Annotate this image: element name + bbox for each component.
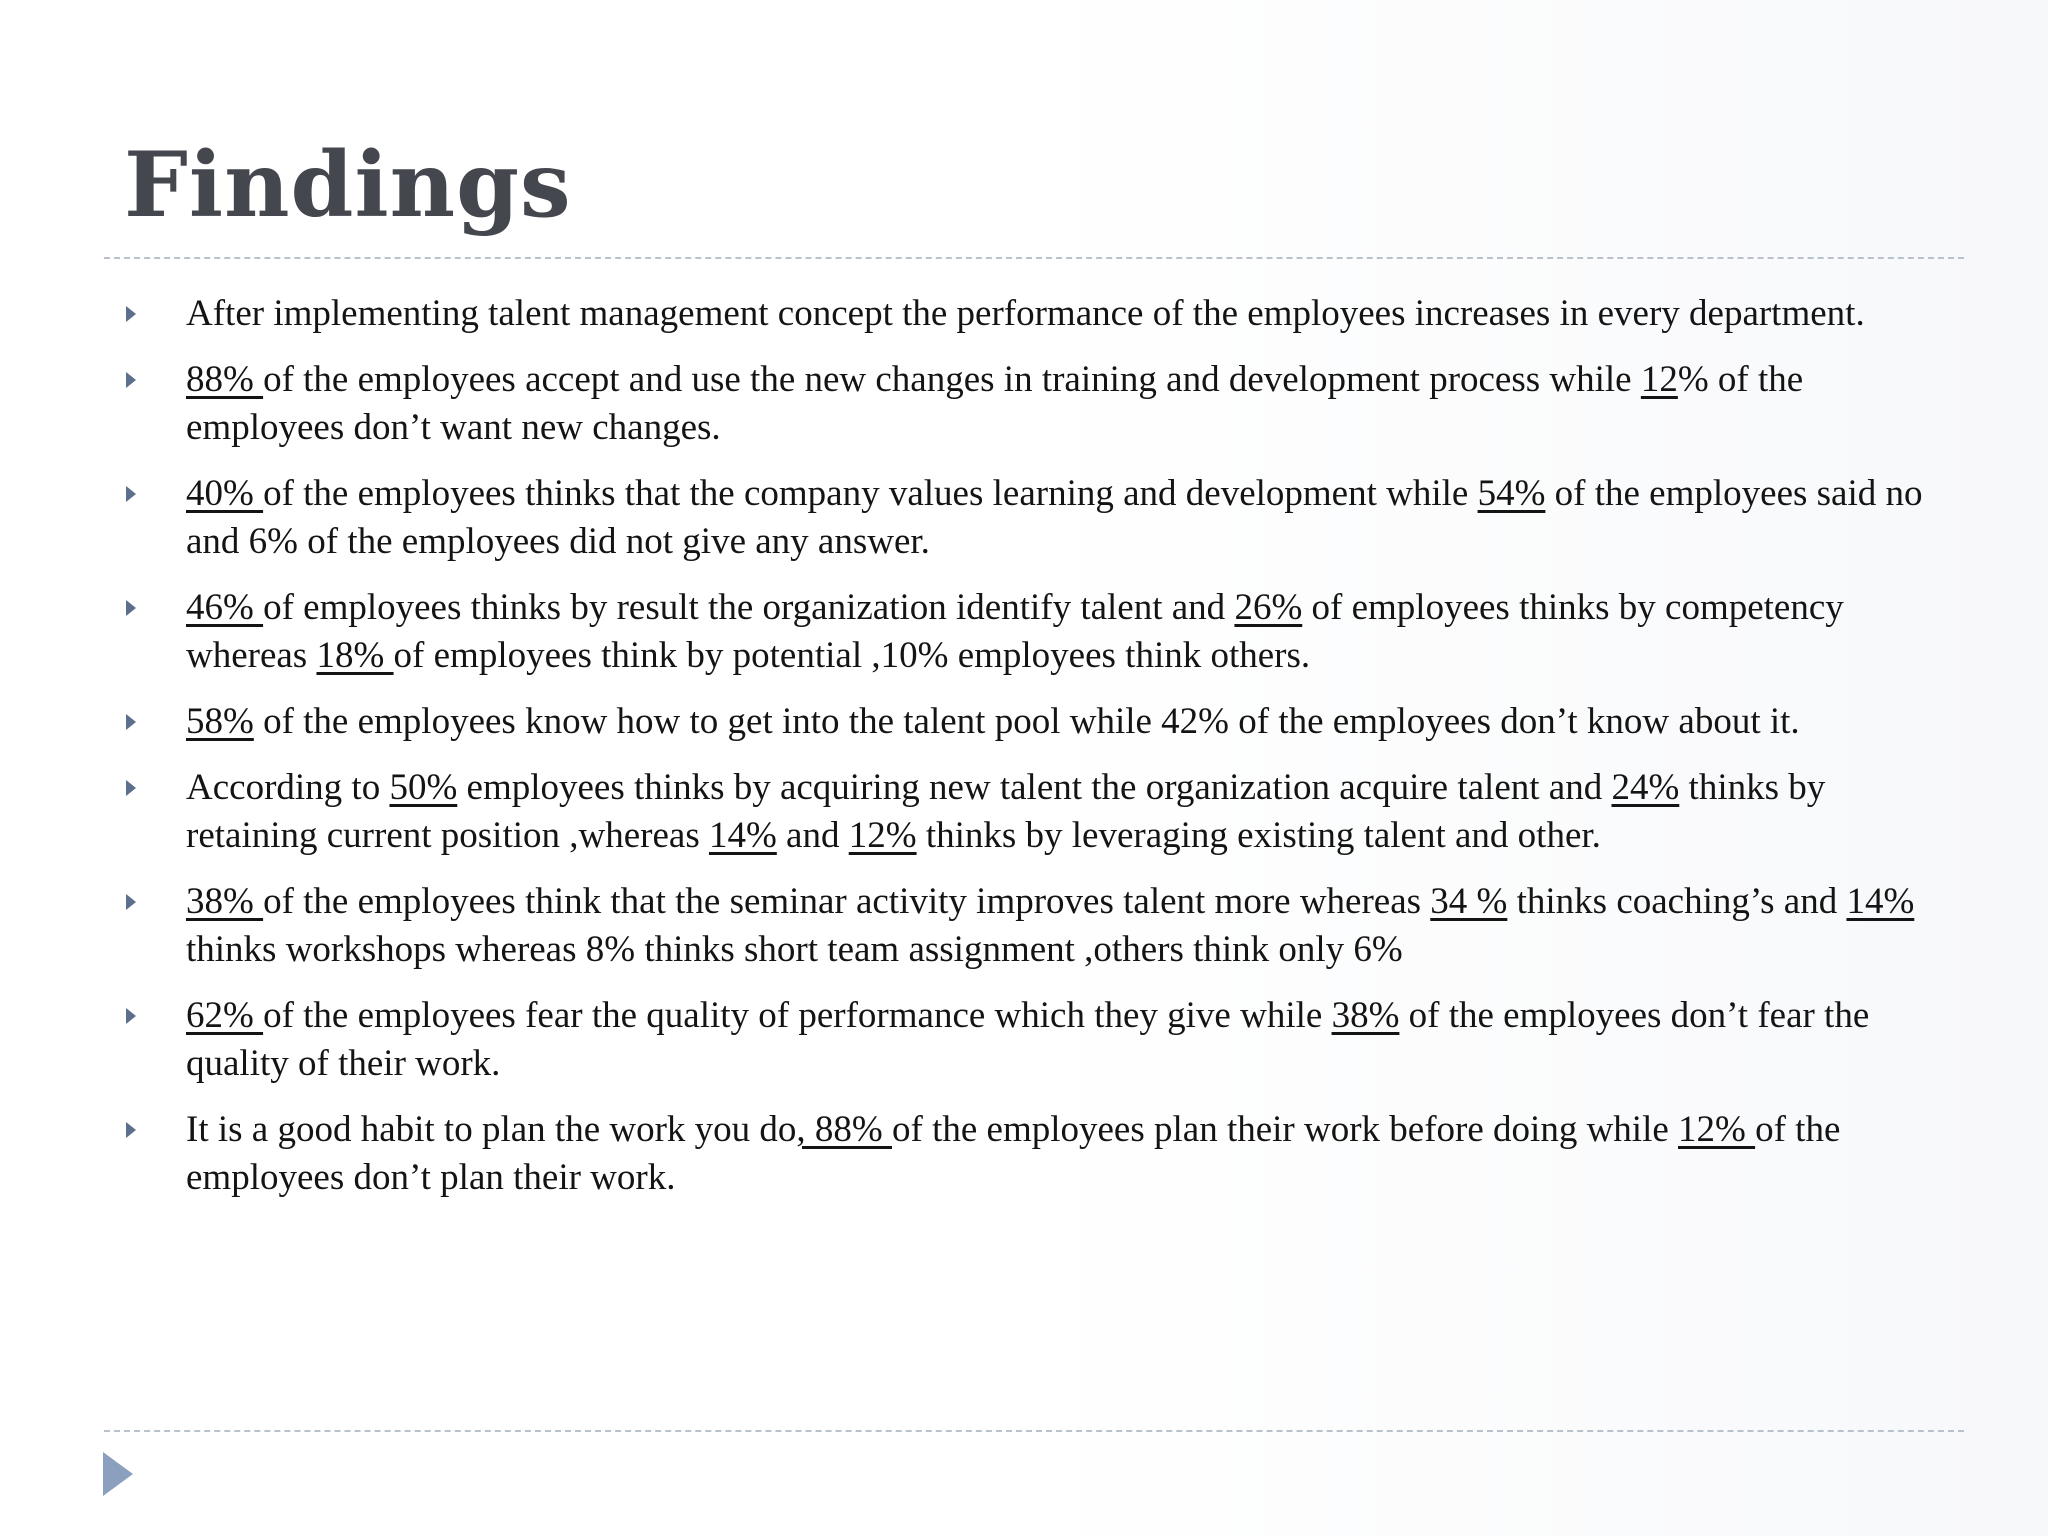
slide-title: Findings: [124, 132, 572, 238]
triangle-right-icon: [126, 1122, 136, 1138]
finding-text-segment: of the employees think that the seminar activity improves talent more whereas: [263, 881, 1431, 922]
percentage-highlight: 54%: [1477, 473, 1546, 514]
play-arrow-icon[interactable]: [103, 1452, 133, 1496]
percentage-highlight: 38%: [1331, 995, 1400, 1036]
finding-text: [186, 359, 1803, 448]
triangle-right-icon: [126, 372, 136, 388]
finding-item: [120, 878, 1960, 974]
finding-text-segment: employees thinks by acquiring new talent the organization acquire talent and: [457, 767, 1612, 808]
finding-text-segment: of the employees said no and 6% of the employees did not give any answer.: [186, 473, 1923, 562]
title-divider: [104, 257, 1964, 259]
triangle-right-icon: [126, 780, 136, 796]
finding-text-segment: According to: [186, 767, 390, 808]
triangle-right-icon: [126, 894, 136, 910]
finding-text-segment: and: [776, 815, 849, 856]
percentage-highlight: 88%: [186, 359, 264, 400]
percentage-highlight: 62%: [186, 995, 264, 1036]
percentage-highlight: 34 %: [1430, 881, 1508, 922]
finding-text-segment: of employees think by potential ,10% employees think others.: [393, 635, 1311, 676]
finding-text-segment: of the employees don’t fear the quality of their work.: [186, 995, 1870, 1084]
finding-text-segment: of employees thinks by result the organization identify talent and: [263, 587, 1235, 628]
finding-item: [120, 584, 1960, 680]
finding-text-segment: thinks workshops whereas 8% thinks short team assignment ,others think only 6%: [186, 929, 1403, 970]
triangle-right-icon: [126, 306, 136, 322]
finding-text-segment: of the employees fear the quality of performance which they give while: [263, 995, 1332, 1036]
finding-text: [186, 881, 1914, 970]
finding-text-segment: thinks coaching’s and: [1507, 881, 1847, 922]
triangle-right-icon: [126, 486, 136, 502]
findings-list: [120, 290, 1960, 1220]
finding-text-segment: It is a good habit to plan the work you do: [186, 1109, 797, 1150]
percentage-highlight: 38%: [186, 881, 264, 922]
finding-text-segment: thinks by leveraging existing talent and other.: [916, 815, 1601, 856]
finding-text-segment: of the employees plan their work before doing while: [892, 1109, 1679, 1150]
finding-text: [186, 995, 1869, 1084]
percentage-highlight: 58%: [186, 701, 254, 742]
percentage-highlight: 12%: [848, 815, 917, 856]
finding-text-segment: of the employees don’t plan their work.: [186, 1109, 1841, 1198]
finding-item: [120, 698, 1960, 746]
footer-divider: [104, 1430, 1964, 1432]
finding-text: [186, 293, 1865, 334]
finding-text-segment: of the employees thinks that the company values learning and development while: [263, 473, 1478, 514]
triangle-right-icon: [126, 1008, 136, 1024]
percentage-highlight: 12: [1640, 359, 1678, 400]
percentage-highlight: 40%: [186, 473, 264, 514]
finding-text-segment: After implementing talent management concept the performance of the employees increases in every department.: [186, 293, 1865, 334]
finding-item: [120, 764, 1960, 860]
percentage-highlight: 14%: [708, 815, 777, 856]
percentage-highlight: 18%: [316, 635, 394, 676]
percentage-highlight: 24%: [1611, 767, 1680, 808]
percentage-highlight: 26%: [1234, 587, 1303, 628]
percentage-highlight: 12%: [1678, 1109, 1756, 1150]
triangle-right-icon: [126, 600, 136, 616]
finding-item: [120, 356, 1960, 452]
finding-item: [120, 290, 1960, 338]
percentage-highlight: 46%: [186, 587, 264, 628]
finding-text-segment: of the employees know how to get into the talent pool while 42% of the employees don’t know about it.: [253, 701, 1800, 742]
finding-text-segment: of the employees accept and use the new changes in training and development process while: [263, 359, 1641, 400]
finding-text: [186, 473, 1923, 562]
triangle-right-icon: [126, 714, 136, 730]
percentage-highlight: , 88%: [796, 1109, 892, 1150]
finding-text: [186, 767, 1825, 856]
finding-text-segment: of employees thinks by competency whereas: [186, 587, 1844, 676]
finding-text-segment: % of the employees don’t want new changes.: [186, 359, 1804, 448]
percentage-highlight: 14%: [1846, 881, 1915, 922]
finding-item: [120, 992, 1960, 1088]
finding-text: [186, 1109, 1840, 1198]
finding-item: [120, 1106, 1960, 1202]
finding-item: [120, 470, 1960, 566]
finding-text: [186, 701, 1800, 742]
percentage-highlight: 50%: [389, 767, 458, 808]
finding-text-segment: thinks by retaining current position ,whereas: [186, 767, 1826, 856]
finding-text: [186, 587, 1844, 676]
